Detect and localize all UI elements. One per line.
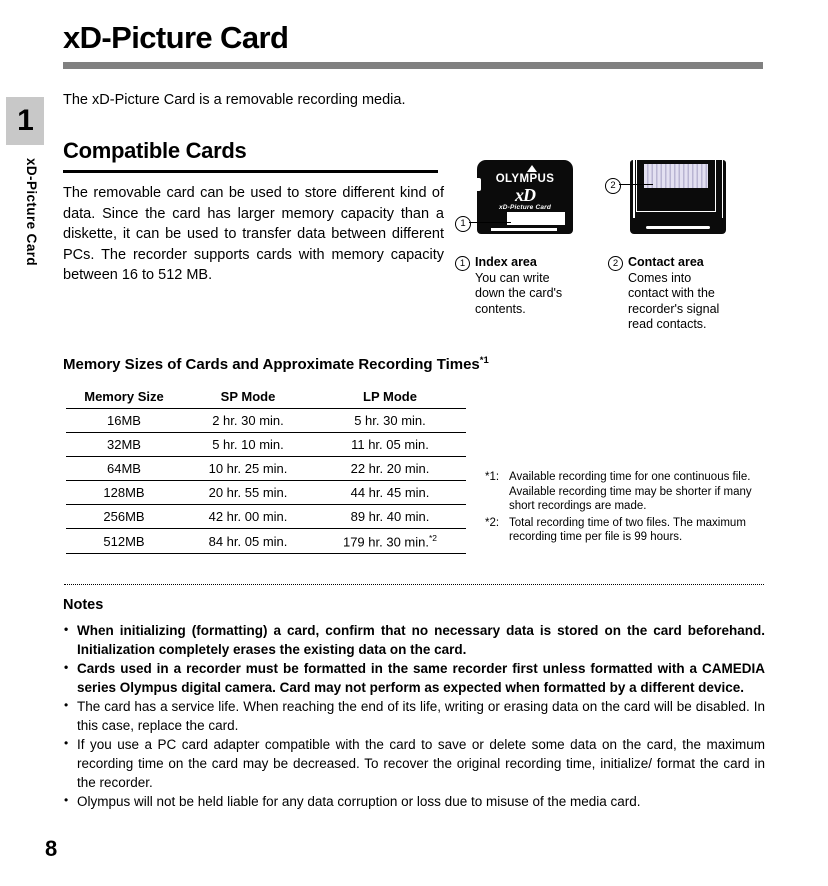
cell-lp-mode: 179 hr. 30 min.$^{*2}$ [314, 529, 466, 554]
cell-sp-mode: 5 hr. 10 min. [182, 433, 314, 457]
table-heading [63, 355, 489, 373]
memory-sizes-table-body [66, 409, 466, 554]
note-item [63, 659, 765, 697]
intro-paragraph: The xD-Picture Card is a removable recording media. [63, 92, 406, 108]
cell-lp-mode: 89 hr. 40 min. [314, 505, 466, 529]
footnote-1-mark: *1: [485, 471, 500, 483]
table-row [66, 457, 466, 481]
table-row [66, 529, 466, 554]
cell-sp-mode: 2 hr. 30 min. [182, 409, 314, 433]
note-text: Cards used in a recorder must be formatted in the same recorder first unless formatted with a CAMEDIA series Olympus digital camera. Card may not perform as expected when formatted by a different device. [77, 661, 765, 695]
note-text: Olympus will not be held liable for any data corruption or loss due to misuse of the media card. [77, 794, 641, 809]
note-item [63, 735, 765, 792]
footnote-1 [485, 470, 775, 514]
table-header-row [66, 387, 466, 409]
memory-sizes-table [66, 387, 466, 554]
figure-callout-1-leader-line [469, 222, 511, 223]
column-header-lp-mode: LP Mode [314, 387, 466, 409]
cell-lp-mode: 22 hr. 20 min. [314, 457, 466, 481]
cell-sp-mode: 84 hr. 05 min. [182, 529, 314, 554]
table-row [66, 505, 466, 529]
title-rule [63, 62, 763, 69]
cell-sp-mode: 20 hr. 55 min. [182, 481, 314, 505]
card-brand-label: OLYMPUS [495, 173, 555, 185]
xd-card-back-body [630, 160, 726, 234]
body-paragraph: The removable card can be used to store different kind of data. Since the card has larger memory capacity than a diskette, it can be used to transfer data between different PCs. The recorder supports cards with memory capacity between 16 to 512 MB. [63, 185, 444, 283]
figure-caption-2-title: Contact area [628, 255, 704, 269]
table-row [66, 481, 466, 505]
note-bullet-icon: • [64, 698, 69, 712]
note-bullet-icon: • [64, 660, 69, 674]
note-text: The card has a service life. When reaching the end of its life, writing or erasing data on the card will be disabled. In this case, replace the card. [77, 699, 765, 733]
footnote-2 [485, 516, 775, 545]
chapter-tab-number: 1 [17, 104, 33, 137]
footnotes-block [485, 470, 775, 547]
figure-caption-2-text: Comes into contact with the recorder's signal read contacts. [628, 270, 720, 331]
page-title: xD-Picture Card [63, 20, 289, 55]
section-heading: Compatible Cards [63, 138, 247, 163]
figure-caption-1-text: You can write down the card's contents. [475, 270, 563, 316]
notes-title: Notes [63, 597, 104, 613]
note-item [63, 792, 765, 811]
card-contact-area-highlight [644, 164, 708, 188]
card-bottom-bar [491, 228, 557, 231]
figure-caption-1-number: 1 [455, 256, 470, 271]
cell-lp-mode: 44 hr. 45 min. [314, 481, 466, 505]
footnote-1-text: Available recording time for one continuous file. Available recording time may be shorter if many short recordings are made. [509, 471, 752, 512]
note-item [63, 621, 765, 659]
note-bullet-icon: • [64, 793, 69, 807]
card-back-rail-right [722, 160, 724, 218]
footnote-2-text: Total recording time of two files. The maximum recording time per file is 99 hours. [509, 516, 746, 543]
cell-memory-size: 512MB [66, 529, 182, 554]
section-rule [63, 170, 438, 173]
card-xd-logo: xD [515, 185, 535, 205]
table-heading-superscript: *1 [479, 355, 489, 366]
card-direction-triangle-icon [527, 165, 537, 172]
figure-callout-2-leader-line [619, 184, 653, 185]
figure-caption-index-area [455, 255, 575, 317]
note-bullet-icon: • [64, 736, 69, 750]
card-back-rail-left [633, 160, 635, 218]
chapter-tab [6, 97, 44, 145]
note-text: If you use a PC card adapter compatible with the card to save or delete some data on the card, the maximum recording time on the card may be decreased. To recover the original recording time, initialize/ format the card in the recorder. [77, 737, 765, 790]
cell-lp-mode-superscript: *2 [428, 533, 438, 543]
note-item [63, 697, 765, 735]
chapter-tab-label: xD-Picture Card [24, 158, 39, 267]
cell-sp-mode: 42 hr. 00 min. [182, 505, 314, 529]
figure-caption-2-number: 2 [608, 256, 623, 271]
table-row [66, 433, 466, 457]
table-heading-text: Memory Sizes of Cards and Approximate Recording Times [63, 356, 480, 373]
card-back-slot [646, 226, 710, 229]
figure-callout-1: 1 [455, 216, 471, 232]
column-header-sp-mode: SP Mode [182, 387, 314, 409]
figure-callout-2: 2 [605, 178, 621, 194]
footnote-2-mark: *2: [485, 516, 500, 529]
cell-sp-mode: 10 hr. 25 min. [182, 457, 314, 481]
figure-caption-1-title: Index area [475, 255, 537, 269]
notes-divider [64, 584, 764, 585]
cell-memory-size: 32MB [66, 433, 182, 457]
cell-memory-size: 256MB [66, 505, 182, 529]
cell-memory-size: 64MB [66, 457, 182, 481]
table-row [66, 409, 466, 433]
cell-memory-size: 16MB [66, 409, 182, 433]
note-bullet-icon: • [64, 622, 69, 636]
figure-caption-contact-area [608, 255, 728, 333]
page-number: 8 [45, 836, 58, 861]
note-text: When initializing (formatting) a card, confirm that no necessary data is stored on the card beforehand. Initialization completely erases the existing data on the card. [77, 623, 765, 657]
card-sublogo-label: xD-Picture Card [498, 204, 552, 211]
cell-lp-mode: 5 hr. 30 min. [314, 409, 466, 433]
column-header-memory-size: Memory Size [66, 387, 182, 409]
cell-lp-mode: 11 hr. 05 min. [314, 433, 466, 457]
cell-memory-size: 128MB [66, 481, 182, 505]
notes-list [63, 621, 765, 811]
card-index-area-highlight [507, 212, 565, 225]
xd-card-back-illustration [630, 160, 726, 234]
